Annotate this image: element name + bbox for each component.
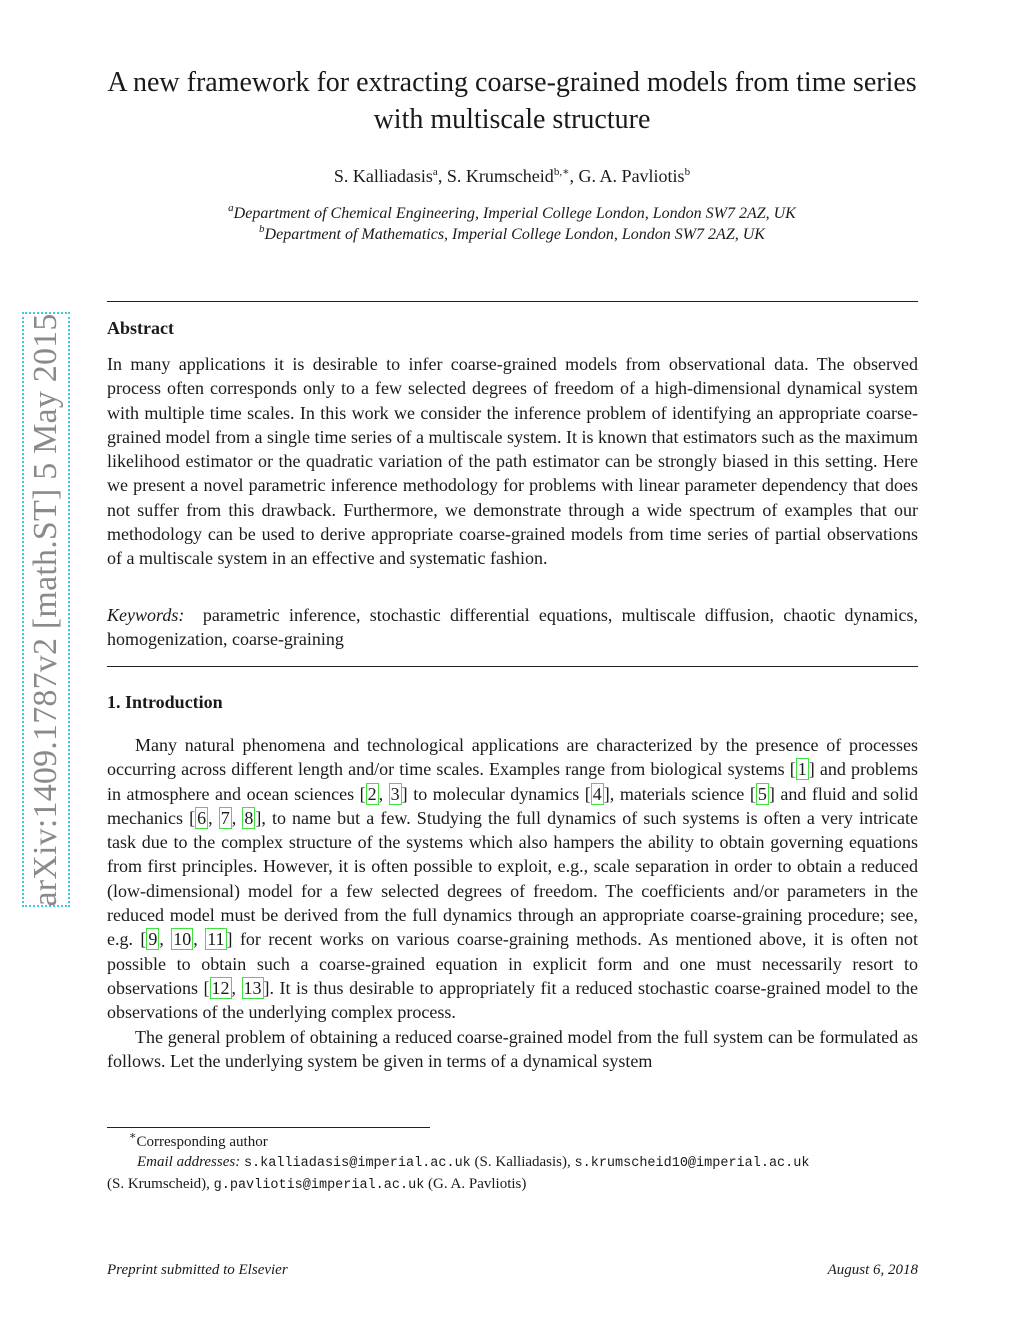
intro-paragraph-1: Many natural phenomena and technological applications are characterized by the presence of processes occurring across different length and/or time scales. Examples range from biological systems [ 1 ] and problems in atmosphere and ocean sciences [ 2 , 3 ] to molecular dynamics [ 4 ], materials science [ 5 ] and fluid and solid mechanics [ 6 , 7 , 8 ], to name but a few. Studying the full dynamics of such systems is often a very intricate task due to the complex structure of the systems which also hampers the ability to obtain governing equations from first principles. However, it is often possible to exploit, e.g., scale separation in order to obtain a reduced (low-dimensional) model for a few selected degrees of freedom. The coefficients and/or parameters in the reduced model must be derived from the full dynamics through an appropriate coarse-graining procedure; see, e.g. [ 9 , 10 , 11 ] for recent works on various coarse-graining methods. As mentioned above, it is often not possible to obtain such a coarse-grained equation in explicit form and one must necessarily resort to observations [ 12 , 13 ]. It is thus desirable to appropriately fit a reduced stochastic coarse-grained model to the observations of the underlying complex process.: [107, 735, 919, 1023]
citation-link[interactable]: 1: [797, 759, 807, 780]
intro-body: [107, 733, 918, 1073]
citation-link[interactable]: 7: [220, 807, 230, 828]
abstract-top-rule: [107, 301, 918, 302]
citation-link[interactable]: 5: [757, 783, 767, 804]
footnote-emails-cont: [107, 1174, 918, 1196]
citation-link[interactable]: 6: [197, 807, 207, 828]
email-owner: (S. Krumscheid),: [107, 1176, 210, 1192]
citation-link[interactable]: 3: [390, 783, 400, 804]
affil-mark: a: [228, 202, 234, 214]
affil-mark: b: [259, 223, 265, 235]
email-owner: (S. Kalliadasis),: [474, 1154, 571, 1170]
text-run: ], to name but a few. Studying the full dynamics of such systems is often a very intricate task due to the complex structure of the systems which also hampers the ability to obtain governing equations from first principles. However, it is often possible to exploit, e.g., scale separation in order to obtain a reduced (low-dimensional) model for a few selected degrees of freedom. The coefficients and/or parameters in the reduced model must be derived from the full dynamics through an appropriate coarse-graining procedure; see, e.g. [: [107, 807, 919, 950]
citation-link[interactable]: 11: [207, 929, 225, 950]
affiliations: [107, 203, 917, 245]
email-link[interactable]: g.pavliotis@imperial.ac.uk: [213, 1178, 425, 1193]
citation-link[interactable]: 4: [592, 783, 602, 804]
citation-link[interactable]: 13: [243, 977, 262, 998]
text-run: ], materials science [: [603, 783, 756, 804]
footer-date: August 6, 2018: [827, 1262, 918, 1278]
author-name: G. A. Pavliotis: [578, 166, 685, 186]
citation-link[interactable]: 8: [244, 807, 254, 828]
text-run: ]. It is thus desirable to appropriately fit a reduced stochastic coarse-grained model to the observations of the underlying complex process.: [107, 977, 918, 1023]
author-affil-mark: a: [432, 166, 438, 178]
text-run: ] and fluid and solid mechanics [: [107, 783, 918, 828]
citation-link[interactable]: 12: [211, 977, 230, 998]
footnote-corresponding: [107, 1132, 918, 1152]
author-affil-mark: b,∗: [553, 166, 570, 178]
email-link[interactable]: s.kalliadasis@imperial.ac.uk: [243, 1156, 471, 1171]
citation-link[interactable]: 9: [148, 929, 158, 950]
author-name: S. Kalliadasis: [333, 166, 433, 186]
affiliation: [107, 203, 917, 224]
text-run: Many natural phenomena and technological applications are characterized by the presence of processes occurring across different length and/or time scales. Examples range from biological systems: [107, 735, 918, 780]
footnote-emails: [107, 1152, 918, 1174]
text-run: and problems in atmosphere and ocean sciences [: [107, 759, 919, 804]
arxiv-stamp[interactable]: [22, 312, 70, 907]
text-run: ] to molecular dynamics [: [401, 783, 591, 804]
footnote-text: Corresponding author: [136, 1134, 268, 1150]
abstract-heading: Abstract: [107, 318, 174, 338]
keywords-text: parametric inference, stochastic differential equations, multiscale diffusion, chaotic dynamics, homogenization, coarse-graining: [107, 605, 918, 650]
footnote: [107, 1132, 918, 1196]
abstract-text: In many applications it is desirable to infer coarse-grained models from observational data. The observed process often corresponds only to a few selected degrees of freedom of a high-dimensional dynamical system with multiple time scales. In this work we consider the inference problem of identifying an appropriate coarse-grained model from a single time series of a multiscale system. It is known that estimators such as the maximum likelihood estimator or the quadratic variation of the path estimator can be strongly biased in this setting. Here we present a novel parametric inference methodology for problems with linear parameter dependency that does not suffer from this drawback. Furthermore, we demonstrate through a wide spectrum of examples that our methodology can be used to derive appropriate coarse-grained models from time series of partial observations of a multiscale system in an effective and systematic fashion.: [107, 354, 918, 569]
section-heading: 1. Introduction: [107, 692, 223, 712]
citation-link[interactable]: 10: [173, 929, 192, 950]
footnote-rule: [107, 1127, 430, 1128]
intro-paragraph-2: The general problem of obtaining a reduced coarse-grained model from the full system can be formulated as follows. Let the underlying system be given in terms of a dynamical system: [107, 1026, 918, 1071]
email-owner: (G. A. Pavliotis): [428, 1176, 527, 1192]
affiliation: [107, 224, 917, 245]
arxiv-id: arXiv:1409.1787v2 [math.ST] 5 May 2015: [27, 312, 64, 907]
email-link[interactable]: s.krumscheid10@imperial.ac.uk: [574, 1156, 810, 1171]
footnote-mark: ∗: [129, 1130, 137, 1142]
paper-title: A new framework for extracting coarse-grained models from time series with multiscale structure: [107, 67, 917, 135]
footer-preprint: Preprint submitted to Elsevier: [107, 1262, 288, 1278]
keywords-label: Keywords:: [107, 605, 185, 625]
text-run: ] for recent works on various coarse-graining methods. As mentioned above, it is often not possible to obtain such a coarse-grained equation in explicit form and one must necessarily resort to observations [: [107, 929, 919, 998]
abstract-bottom-rule: [107, 666, 918, 667]
affil-text: Department of Chemical Engineering, Imperial College London, London SW7 2AZ, UK: [233, 205, 796, 222]
keywords: [107, 603, 918, 652]
affil-text: Department of Mathematics, Imperial College London, London SW7 2AZ, UK: [264, 226, 765, 243]
author-affil-mark: b: [684, 166, 691, 178]
citation-link[interactable]: 2: [367, 783, 377, 804]
author-list: S. Kalliadasis$^a$, S. Krumscheid$^{b,∗}$, G. A. Pavliotis$^b$: [333, 166, 691, 186]
author-name: S. Krumscheid: [446, 166, 554, 186]
email-label: Email addresses:: [137, 1154, 241, 1170]
